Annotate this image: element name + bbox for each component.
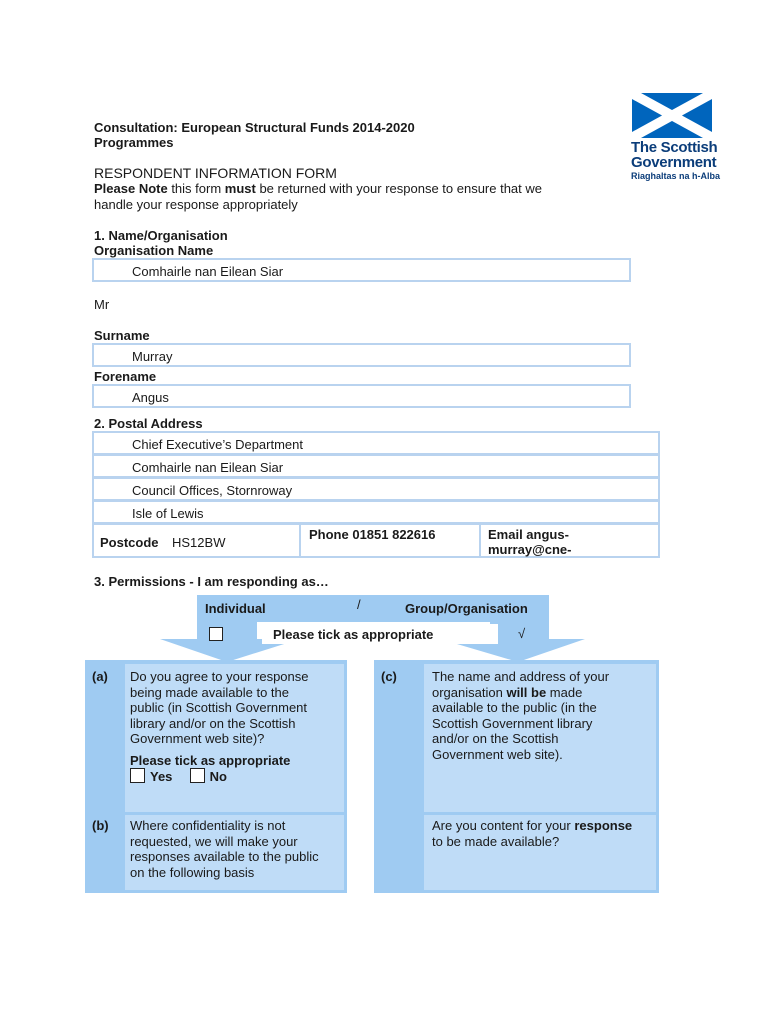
- option-d-line2: to be made available?: [432, 833, 560, 849]
- group-tick-mark[interactable]: √: [518, 626, 526, 641]
- address-line-1: Chief Executive’s Department: [132, 437, 304, 452]
- phone-field[interactable]: [299, 523, 481, 558]
- option-c-letter: (c): [381, 669, 397, 684]
- option-c-line: available to the public (in the: [432, 700, 597, 715]
- option-c-line: Government web site).: [432, 746, 563, 762]
- option-a-line: Government web site)?: [130, 731, 265, 746]
- section1-heading: 1. Name/Organisation: [94, 228, 228, 243]
- forename-label: Forename: [94, 369, 157, 384]
- tick-label: Please tick as appropriate: [273, 627, 434, 642]
- note-line2: handle your response appropriately: [94, 197, 298, 212]
- option-c-line: [432, 685, 609, 701]
- note-bold-please-note: Please Note: [94, 181, 168, 196]
- address-line-2: Comhairle nan Eilean Siar: [132, 460, 284, 475]
- email-line2: murray@cne-: [488, 542, 572, 557]
- individual-checkbox[interactable]: [209, 627, 223, 641]
- option-c-line2-pre: organisation: [432, 684, 507, 700]
- surname-value: Murray: [132, 349, 173, 364]
- logo-line1: The Scottish: [631, 139, 718, 156]
- option-c-line: and/or on the Scottish: [432, 731, 559, 746]
- address-line-4-field[interactable]: [92, 500, 660, 524]
- option-d-text: [432, 818, 632, 849]
- note-text1: this form: [167, 181, 225, 196]
- option-a-tick-prompt: Please tick as appropriate: [130, 753, 291, 768]
- postcode-value: HS12BW: [172, 535, 226, 550]
- separator-slash: /: [357, 597, 361, 612]
- email-field[interactable]: [479, 523, 660, 558]
- forename-field[interactable]: [92, 384, 631, 408]
- postcode-field[interactable]: [92, 523, 301, 558]
- phone-label: Phone 01851 822616: [309, 527, 436, 542]
- surname-label: Surname: [94, 328, 150, 343]
- postcode-label: Postcode: [100, 535, 159, 550]
- org-name-field[interactable]: [92, 258, 631, 282]
- option-a-line: library and/or on the Scottish: [130, 715, 296, 731]
- address-line-2-field[interactable]: [92, 454, 660, 478]
- org-name-label: Organisation Name: [94, 243, 214, 258]
- option-b-text: [130, 818, 319, 880]
- surname-field[interactable]: [92, 343, 631, 367]
- no-label: No: [209, 769, 228, 784]
- option-d-response: response: [574, 818, 633, 833]
- no-checkbox[interactable]: [190, 768, 205, 783]
- option-c-will-be: will be: [506, 684, 547, 700]
- title-value: Mr: [94, 297, 110, 312]
- section2-heading: 2. Postal Address: [94, 416, 203, 431]
- email-line1: Email angus-: [488, 527, 569, 542]
- option-d-line1-pre: Are you content for your: [432, 818, 575, 833]
- yes-label: Yes: [150, 769, 173, 784]
- option-b-letter: (b): [92, 818, 109, 833]
- address-line-3: Council Offices, Stornroway: [132, 483, 293, 498]
- option-a-line: public (in Scottish Government: [130, 700, 308, 715]
- option-b-line: requested, we will make your: [130, 833, 298, 849]
- option-b-line: Where confidentiality is not: [130, 818, 286, 833]
- saltire-flag-icon: [632, 93, 712, 138]
- address-line-3-field[interactable]: [92, 477, 660, 501]
- option-a-line: being made available to the: [130, 684, 290, 700]
- org-name-value: Comhairle nan Eilean Siar: [132, 264, 284, 279]
- note-text2: be returned with your response to ensure that we: [255, 181, 543, 196]
- logo-text: [631, 140, 731, 182]
- logo-line3: Riaghaltas na h-Alba: [631, 171, 721, 181]
- option-b-line: responses available to the public: [130, 849, 319, 864]
- note-bold-must: must: [224, 181, 256, 196]
- yes-checkbox[interactable]: [130, 768, 145, 783]
- option-a-text: [130, 669, 309, 747]
- option-c-line: Scottish Government library: [432, 715, 593, 731]
- form-title: RESPONDENT INFORMATION FORM: [94, 165, 337, 181]
- option-b-line: on the following basis: [130, 864, 255, 880]
- individual-label: Individual: [205, 601, 266, 616]
- option-d-line1: [432, 818, 632, 834]
- address-line-4: Isle of Lewis: [132, 506, 204, 521]
- option-c-line2-post: made: [546, 684, 583, 700]
- forename-value: Angus: [132, 390, 169, 405]
- address-line-1-field[interactable]: [92, 431, 660, 455]
- section3-heading: 3. Permissions - I am responding as…: [94, 574, 329, 589]
- yes-no-row: [130, 768, 227, 785]
- page-title-line1: Consultation: European Structural Funds 2014-2020: [94, 120, 415, 135]
- page-title-line2: Programmes: [94, 135, 174, 150]
- option-a-line: Do you agree to your response: [130, 669, 309, 684]
- group-label: Group/Organisation: [405, 601, 528, 616]
- option-a-letter: (a): [92, 669, 108, 684]
- option-c-text: [432, 669, 609, 762]
- option-c-line: The name and address of your: [432, 669, 610, 684]
- logo-line2: Government: [631, 154, 717, 171]
- note-line1: [94, 181, 542, 196]
